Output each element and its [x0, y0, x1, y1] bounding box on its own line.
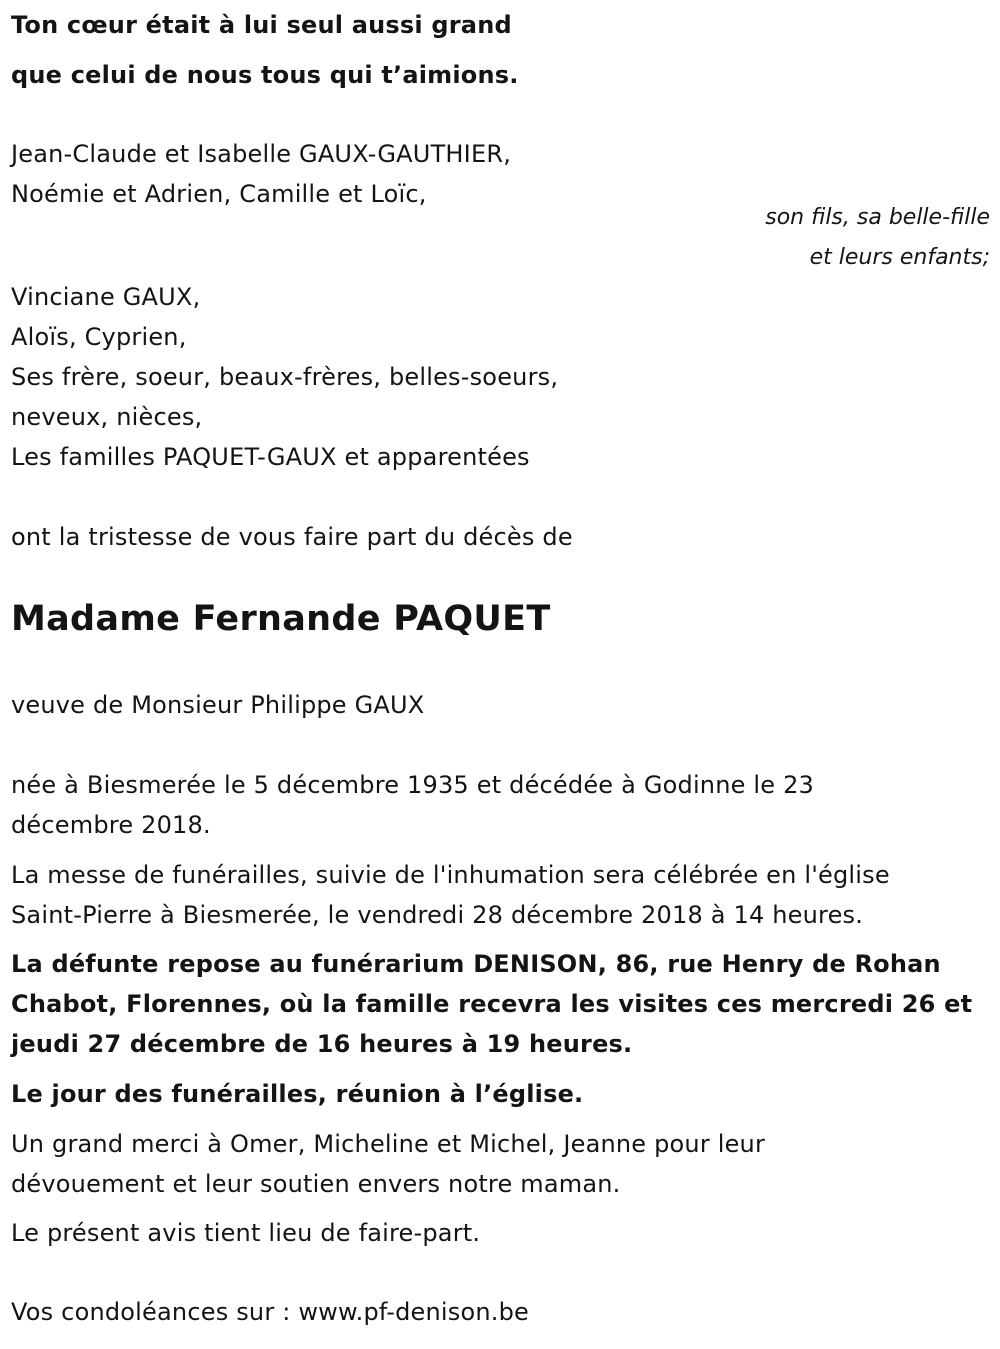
funeral-mass-line-1: La messe de funérailles, suivie de l'inhumation sera célébrée en l'église [11, 861, 890, 889]
family-others-line-4: neveux, nièces, [11, 403, 203, 431]
widow-of-text: veuve de Monsieur Philippe GAUX [11, 691, 425, 719]
family-others-line-2: Aloïs, Cyprien, [11, 323, 187, 351]
family-son-line-2: Noémie et Adrien, Camille et Loïc, [11, 180, 427, 208]
funeral-mass-line-2: Saint-Pierre à Biesmerée, le vendredi 28 décembre 2018 à 14 heures. [11, 901, 864, 929]
birth-death-line-1: née à Biesmerée le 5 décembre 1935 et décédée à Godinne le 23 [11, 771, 815, 799]
notice-text: Le présent avis tient lieu de faire-part. [11, 1219, 481, 1247]
family-son-relation-1: son fils, sa belle-fille [765, 205, 990, 230]
family-others-line-1: Vinciane GAUX, [11, 283, 201, 311]
family-son-line-1: Jean-Claude et Isabelle GAUX-GAUTHIER, [11, 140, 512, 168]
condolences-text: Vos condoléances sur : www.pf-denison.be [11, 1298, 529, 1326]
family-others-line-5: Les familles PAQUET-GAUX et apparentées [11, 443, 530, 471]
thanks-line-2: dévouement et leur soutien envers notre maman. [11, 1170, 621, 1198]
family-others-line-3: Ses frère, soeur, beaux-frères, belles-soeurs, [11, 363, 559, 391]
deceased-name: Madame Fernande PAQUET [11, 599, 551, 639]
visitation-line-3: jeudi 27 décembre de 16 heures à 19 heures. [11, 1030, 633, 1058]
birth-death-line-2: décembre 2018. [11, 811, 211, 839]
epigraph-line-1: Ton cœur était à lui seul aussi grand [11, 11, 512, 39]
epigraph-line-2: que celui de nous tous qui t’aimions. [11, 61, 519, 89]
visitation-line-2: Chabot, Florennes, où la famille recevra les visites ces mercredi 26 et [11, 990, 973, 1018]
announcement-text: ont la tristesse de vous faire part du décès de [11, 523, 573, 551]
meeting-text: Le jour des funérailles, réunion à l’église. [11, 1080, 584, 1108]
family-son-relation-2: et leurs enfants; [809, 245, 990, 270]
visitation-line-1: La défunte repose au funérarium DENISON, 86, rue Henry de Rohan [11, 950, 941, 978]
thanks-line-1: Un grand merci à Omer, Micheline et Michel, Jeanne pour leur [11, 1130, 766, 1158]
